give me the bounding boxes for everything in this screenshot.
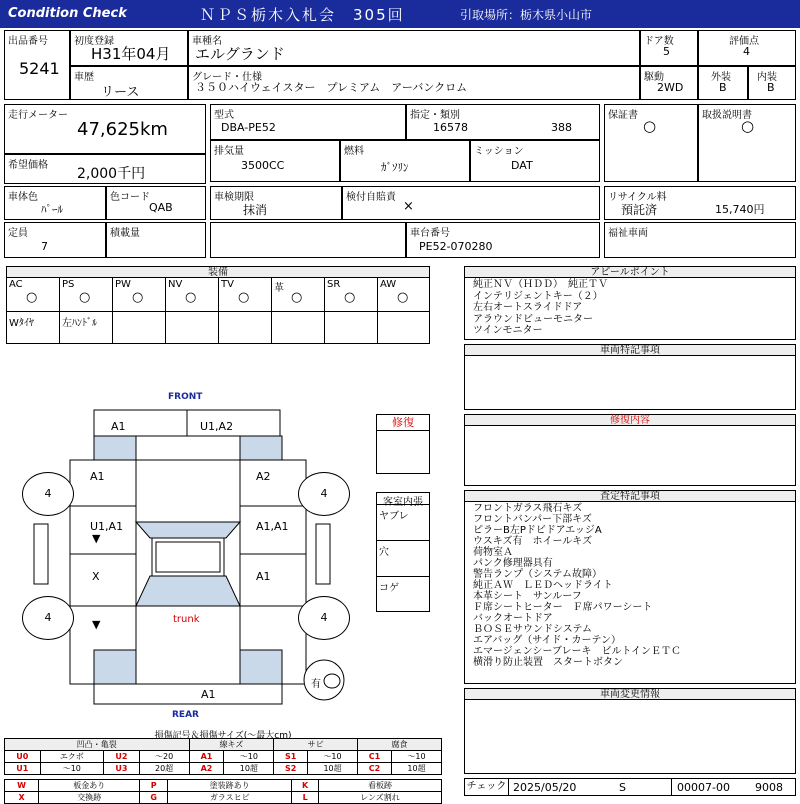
drive: 2WD: [657, 81, 684, 94]
equipment-nv: NV ○: [166, 278, 219, 311]
lot-box: 出品番号 5241: [4, 30, 70, 100]
inspection-note-line: Ｆ席シートヒーター Ｆ席パワーシート: [473, 602, 653, 613]
mileage-box: 走行メーター 47,625km: [4, 104, 206, 154]
damage-right-fender: A2: [256, 470, 271, 483]
inspection-note-line: ピラーB左PドビドアエッジA: [473, 525, 602, 536]
manual-mark: ○: [741, 117, 755, 135]
inspection-note-line: ＢＯＳＥサウンドシステム: [473, 624, 592, 635]
change-info-panel: [464, 688, 796, 774]
appeal-line: アラウンドビューモニター: [473, 313, 593, 325]
tire-rear-right: 4: [320, 611, 328, 624]
score-box: 評価点 4: [698, 30, 796, 66]
history-box: 車歴 リース: [70, 66, 188, 100]
welfare-box: 福祉車両: [604, 222, 796, 258]
warranty-mark: ○: [643, 117, 657, 135]
change-info-title: 車両変更情報: [465, 689, 795, 700]
damage-left-fender: A1: [90, 470, 105, 483]
inspection-note-line: エアバッグ（サイド・カーテン）: [473, 635, 621, 646]
inspection-note-line: 純正ＡＷ ＬＥＤヘッドライト: [473, 580, 613, 591]
appeal-panel: [464, 266, 796, 340]
car-outline: [0, 388, 376, 722]
equipment-sr: SR ○: [325, 278, 378, 311]
legend: 損傷記号＆損傷サイズ(～最大cm) 凹凸・亀裂 線キズ サビ 腐食 U0 エクボ U2 ～20 A1 ～10 S1 ～10 C1 ～10 U1 ～10 U3 20超 A2 10超 S2 10超 C2 10超 W 板金あり P 塗装跡あり K 看板跡 X 交換跡 G ガラスヒビ L レンズ割れ: [4, 728, 442, 798]
pickup-location: 引取場所：栃木県小山市: [460, 8, 593, 22]
equipment-tv: TV ○: [219, 278, 272, 311]
special-notes-title: 車両特記事項: [465, 345, 795, 356]
inspection-note-line: フロントガラス飛石キズ: [473, 503, 583, 514]
color-code-box: 色コード QAB: [106, 186, 206, 220]
inspection-note-line: バックオートドア: [473, 613, 553, 624]
chassis: PE52-070280: [419, 240, 493, 253]
interior-tear: ヤブレ: [379, 511, 409, 522]
equipment-w-tire: Wﾀｲﾔ: [9, 318, 34, 329]
auction-name: ＮＰＳ栃木入札会 305回: [200, 6, 405, 24]
damage-left-front-door: U1,A1: [90, 520, 124, 533]
fuel: ｶﾞｿﾘﾝ: [381, 161, 409, 174]
equipment-ac: AC ○: [7, 278, 60, 311]
int-box: 内装 B: [748, 66, 796, 100]
car-diagram: FRONT REAR A1 U1,A2 A1 A2 U1,A1 ▼ A1,A1 X A1 ▼ trunk A1 4 4 4 4 有: [0, 388, 376, 722]
inspection: 抹消: [243, 203, 268, 217]
damage-front-bumper: A1: [111, 420, 126, 433]
equipment-title: 装備: [7, 267, 429, 278]
capacity-box: 定員 7: [4, 222, 106, 258]
recycle-status: 預託済: [621, 203, 658, 217]
recycle-box: リサイクル料 預託済 15,740円: [604, 186, 796, 220]
equipment-left-handle: 左ﾊﾝﾄﾞﾙ: [62, 318, 97, 329]
inspection-box: 車検期限 抹消: [210, 186, 342, 220]
fuel-box: 燃料 ｶﾞｿﾘﾝ: [340, 140, 470, 182]
footer-code-1: 00007-00: [677, 781, 730, 794]
spec-2: 388: [551, 121, 572, 134]
warranty-box: 保証書 ○: [604, 104, 698, 182]
mileage: 47,625km: [77, 119, 168, 140]
inspection-note-line: 本革シート サンルーフ: [473, 591, 582, 602]
check-label: チェック: [465, 779, 509, 795]
score: 4: [743, 45, 750, 58]
appeal-title: アピールポイント: [465, 267, 795, 278]
footer-code-2: 9008: [755, 781, 783, 794]
tire-front-right: 4: [320, 487, 328, 500]
grade: ３５０ハイウェイスター プレミアム アーバンクロム: [195, 81, 468, 94]
interior-burn: コゲ: [379, 583, 399, 594]
equipment-aw: AW ○: [380, 279, 409, 305]
lot-number: 5241: [19, 59, 60, 78]
ext-grade: B: [719, 81, 727, 94]
inspection-note-line: 荷物室Ａ: [473, 547, 513, 558]
drive-box: 駆動 2WD: [640, 66, 698, 100]
chassis-box: 車台番号 PE52-070280: [406, 222, 600, 258]
legend-title: 損傷記号＆損傷サイズ(～最大cm): [154, 731, 292, 741]
appeal-line: 左右オートスライドドア: [473, 302, 583, 313]
doors: 5: [663, 45, 670, 58]
equipment-革: 革 ○: [272, 278, 325, 311]
model: DBA-PE52: [221, 121, 276, 134]
inspection-note-line: 横滑り防止装置 スタートボタン: [473, 657, 623, 668]
ext-box: 外装 B: [698, 66, 748, 100]
spec-1: 16578: [433, 121, 468, 134]
int-grade: B: [767, 81, 775, 94]
displacement: 3500CC: [241, 159, 285, 172]
damage-bonnet: U1,A2: [200, 420, 234, 433]
inspection-note-line: エマージェンシーブレーキ ビルトインＥＴＣ: [473, 646, 681, 657]
equipment-ps: PS ○: [60, 278, 113, 311]
color-box: 車体色 ﾊﾟｰﾙ: [4, 186, 106, 220]
interior-title: 客室内張: [377, 493, 429, 505]
color-code: QAB: [149, 201, 173, 214]
rear-label: REAR: [172, 710, 199, 720]
front-label: FRONT: [168, 392, 203, 402]
model-box: 型式 DBA-PE52: [210, 104, 406, 140]
check-date: 2025/05/20: [513, 781, 577, 794]
repair-title: 修復: [377, 415, 429, 431]
first-reg-box: 初度登録 H31年04月: [70, 30, 188, 66]
interior-hole: 穴: [379, 547, 389, 558]
trunk-label: trunk: [173, 614, 200, 625]
tire-rear-left: 4: [44, 611, 52, 624]
car-name-box: 車種名 エルグランド: [188, 30, 640, 66]
equipment-pw: PW ○: [113, 278, 166, 311]
first-reg: H31年04月: [91, 45, 171, 63]
doors-box: ドア数 5: [640, 30, 698, 66]
inspection-note-line: 警告ランプ（システム故障）: [473, 569, 602, 580]
liability-box: 検付自賠責 ×: [342, 186, 600, 220]
mission-box: ミッション DAT: [470, 140, 600, 182]
blank-box: [210, 222, 406, 258]
repair-content-title: 修復内容: [465, 415, 795, 426]
equipment-panel: [6, 266, 430, 344]
interior-box: [376, 492, 430, 612]
price-box: 希望価格 2,000千円: [4, 154, 206, 184]
mission: DAT: [511, 159, 533, 172]
liability: ×: [403, 199, 414, 214]
manual-box: 取扱説明書 ○: [698, 104, 796, 182]
appeal-line: インテリジェントキー（２）: [473, 290, 603, 302]
tire-front-left: 4: [44, 487, 52, 500]
sheet-title: Condition Check: [8, 6, 127, 21]
car-name: エルグランド: [195, 45, 285, 63]
damage-left-rear-door: X: [92, 570, 100, 583]
footer: [464, 778, 796, 796]
special-notes-panel: [464, 344, 796, 410]
inspection-note-line: ウスキズ有 ホイールキズ: [473, 536, 593, 547]
history: リース: [101, 85, 140, 100]
appeal-line: 純正ＮＶ（ＨＤＤ） 純正ＴＶ: [473, 279, 608, 290]
repair-box: [376, 414, 430, 474]
damage-right-front-door: A1,A1: [256, 520, 289, 533]
appeal-line: ツインモニター: [473, 325, 543, 336]
damage-right-rear-door: A1: [256, 570, 271, 583]
displacement-box: 排気量 3500CC: [210, 140, 340, 182]
recycle-amount: 15,740円: [715, 203, 765, 216]
grade-box: グレード・仕様 ３５０ハイウェイスター プレミアム アーバンクロム: [188, 66, 640, 100]
capacity: 7: [41, 240, 48, 253]
color: ﾊﾟｰﾙ: [41, 203, 63, 216]
check-staff: S: [619, 781, 626, 794]
price: 2,000千円: [77, 166, 146, 182]
spec-box: 指定・類別 16578 388: [406, 104, 600, 140]
load-box: 積載量: [106, 222, 206, 258]
damage-rear-bumper: A1: [201, 688, 216, 701]
repair-content-panel: [464, 414, 796, 486]
inspection-notes-title: 査定特記事項: [465, 491, 795, 502]
inspection-note-line: パンク修理器具有: [473, 558, 553, 569]
inspection-note-line: フロントバンパー下部キズ: [473, 514, 592, 525]
header-bar: [0, 0, 800, 28]
spare-tire-label: 有: [311, 679, 321, 690]
inspection-notes-panel: [464, 490, 796, 684]
